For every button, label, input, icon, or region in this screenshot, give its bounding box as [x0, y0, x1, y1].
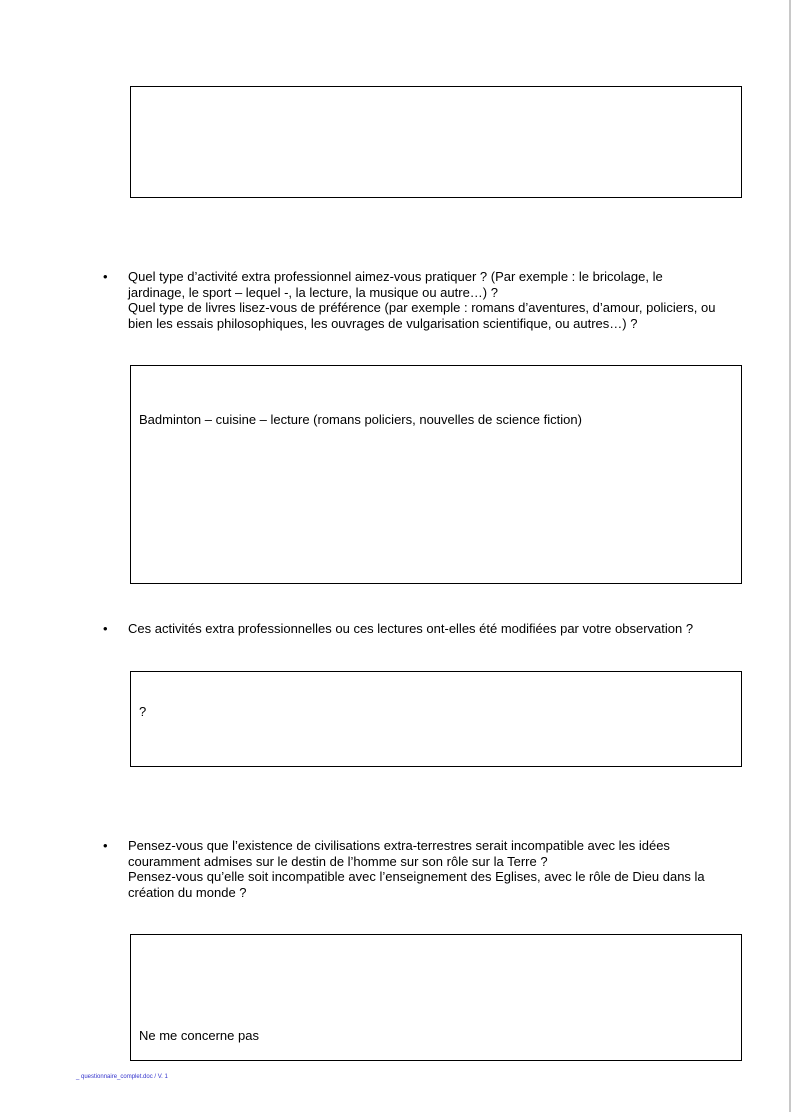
answer-box-previous[interactable] [130, 86, 742, 198]
answer-box[interactable] [130, 671, 742, 767]
question-line: Pensez-vous que l’existence de civilisations extra-terrestres serait incompatible avec les idées [128, 838, 670, 853]
bullet: • [103, 838, 108, 853]
question-line: Quel type de livres lisez-vous de préférence (par exemple : romans d’aventures, d’amour, policiers, ou [128, 300, 716, 315]
question-line: Quel type d’activité extra professionnel aimez-vous pratiquer ? (Par exemple : le bricolage, le [128, 269, 663, 284]
page-edge [789, 0, 791, 1112]
answer-box[interactable] [130, 365, 742, 584]
bullet: • [103, 269, 108, 284]
question-line: Ces activités extra professionnelles ou ces lectures ont-elles été modifiées par votre observation ? [128, 621, 694, 636]
question-text [128, 838, 738, 900]
question-text [128, 621, 738, 637]
question-line: Pensez-vous qu’elle soit incompatible avec l’enseignement des Eglises, avec le rôle de Dieu dans la [128, 869, 705, 884]
answer-box[interactable] [130, 934, 742, 1061]
answer-text: Ne me concerne pas [139, 1028, 259, 1043]
answer-text: ? [139, 704, 147, 719]
question-line: création du monde ? [128, 884, 247, 900]
footer-filename: _ questionnaire_complet.doc / V. 1 [76, 1074, 168, 1080]
answer-text: Badminton – cuisine – lecture (romans policiers, nouvelles de science fiction) [139, 412, 582, 427]
question-line: jardinage, le sport – lequel -, la lecture, la musique ou autre…) ? [128, 284, 498, 300]
question-text [128, 269, 738, 331]
bullet: • [103, 621, 108, 636]
question-line: bien les essais philosophiques, les ouvrages de vulgarisation scientifique, ou autres…) ? [128, 315, 638, 331]
question-line: couramment admises sur le destin de l’homme sur son rôle sur la Terre ? [128, 853, 548, 869]
